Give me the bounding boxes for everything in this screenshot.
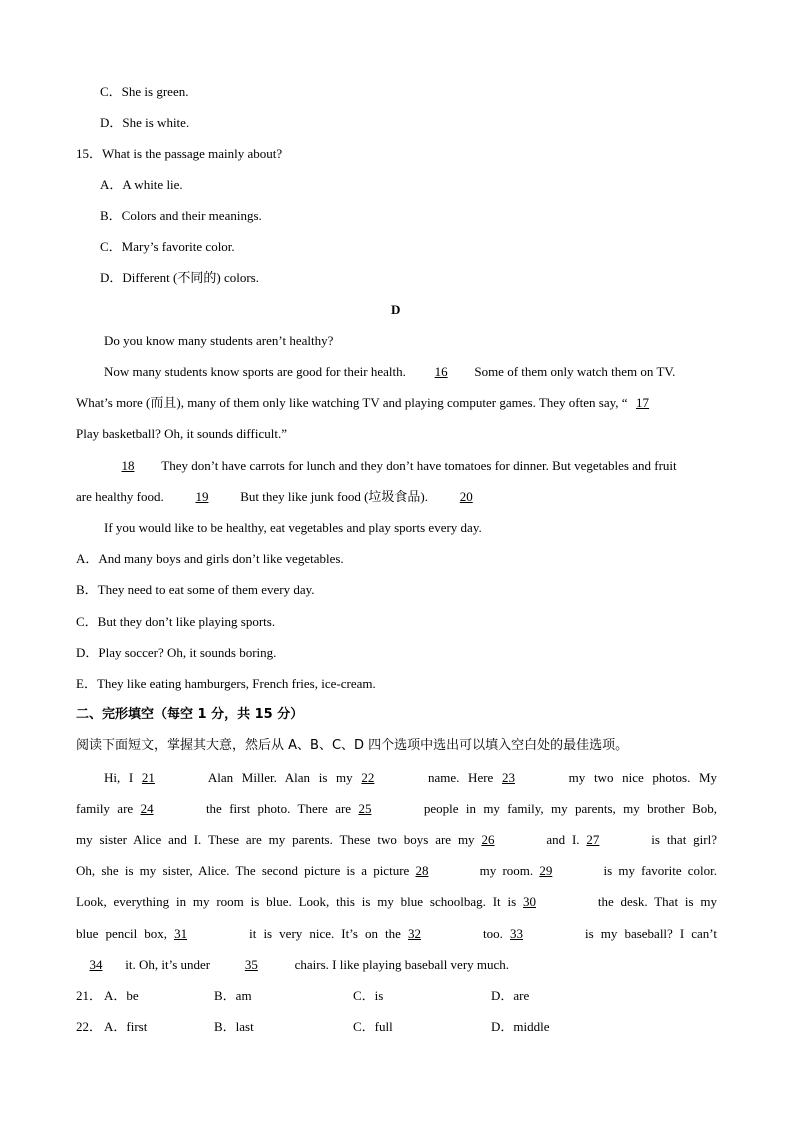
section-d-p1: Do you know many students aren’t healthy? [104,333,334,348]
cloze-text: the desk. That is my [597,894,718,909]
q15-option-a: A．A white lie. [100,177,183,192]
cloze-line-1 [104,770,717,786]
cloze-line-5 [76,894,717,910]
section-d-option-b: B．They need to eat some of them every day. [76,582,315,597]
cloze-line-7 [76,957,509,973]
q21-number: 21． [76,988,103,1003]
cloze-line-4 [76,863,717,879]
cloze-text: people in my family, my parents, my brother Bob, [423,801,717,816]
blank-28[interactable]: 28 [415,863,429,878]
blank-33[interactable]: 33 [509,926,523,941]
blank-17[interactable]: 17 [636,395,650,410]
blank-26[interactable]: 26 [481,832,495,847]
cloze-text: chairs. I like playing baseball very much. [294,957,510,972]
cloze-text: too. [483,926,503,941]
section-d-p2c: Play basketball? Oh, it sounds difficult.” [76,426,287,441]
blank-31[interactable]: 31 [174,926,188,941]
p3b-text: are healthy food. [76,489,164,504]
q14-option-c: C．She is green. [100,84,189,99]
section-d-option-e: E．They like eating hamburgers, French fries, ice-cream. [76,676,376,691]
cloze-text: my sister Alice and I. These are my parents. These two boys are my [76,832,475,847]
q14-option-d: D．She is white. [100,115,190,130]
q22-number: 22． [76,1019,103,1034]
cloze-text: it. Oh, it’s under [125,957,211,972]
cloze-text: is my favorite color. [603,863,718,878]
cloze-text: name. Here [428,770,494,785]
section-d-option-d: D．Play soccer? Oh, it sounds boring. [76,645,277,660]
p2a-text: Now many students know sports are good for their health. [104,364,406,379]
cloze-line-3 [76,832,717,848]
section-d-p2b [76,395,658,411]
blank-22[interactable]: 22 [361,770,375,785]
cloze-text: Hi, I [104,770,134,785]
cloze-text: my two nice photos. My [568,770,718,785]
q21-option-b[interactable]: B．am [214,988,252,1003]
q22-option-c[interactable]: C．full [353,1019,393,1034]
q21-option-a[interactable]: A．be [104,988,139,1003]
blank-16[interactable]: 16 [434,364,448,379]
p3b-mid: But they like junk food (垃圾食品). [240,489,428,504]
cloze-text: blue pencil box, [76,926,168,941]
blank-24[interactable]: 24 [140,801,154,816]
section-d-p3a [104,458,677,474]
blank-29[interactable]: 29 [539,863,553,878]
cloze-text: Oh, she is my sister, Alice. The second picture is a picture [76,863,410,878]
blank-19[interactable]: 19 [195,489,209,504]
blank-27[interactable]: 27 [586,832,600,847]
cloze-text: family are [76,801,134,816]
section-d-p2a [104,364,675,380]
section-d-p4: If you would like to be healthy, eat vegetables and play sports every day. [104,520,482,535]
q22-option-b[interactable]: B．last [214,1019,254,1034]
q21-option-c[interactable]: C．is [353,988,384,1003]
cloze-line-2 [76,801,717,817]
section-2-title: 二、完形填空（每空 1 分，共 15 分） [76,707,304,722]
blank-34[interactable]: 34 [89,957,103,972]
blank-25[interactable]: 25 [358,801,372,816]
q22-option-a[interactable]: A．first [104,1019,148,1034]
cloze-text: is my baseball? I can’t [585,926,718,941]
q22-option-d[interactable]: D．middle [491,1019,550,1034]
q15-stem: 15．What is the passage mainly about? [76,146,283,161]
cloze-text: my room. [479,863,534,878]
cloze-text: Look, everything in my room is blue. Look, this is my blue schoolbag. It is [76,894,517,909]
q21-option-d[interactable]: D．are [491,988,530,1003]
blank-18[interactable]: 18 [121,458,135,473]
blank-30[interactable]: 30 [523,894,536,909]
q15-option-b: B．Colors and their meanings. [100,208,262,223]
q15-option-d: D．Different (不同的) colors. [100,270,259,285]
section-d-heading: D [391,302,401,317]
q15-option-c: C．Mary’s favorite color. [100,239,235,254]
p2b-text: What’s more (而且), many of them only like watching TV and playing computer games. They often say, “ [76,395,628,410]
blank-20[interactable]: 20 [459,489,473,504]
p3a-text: They don’t have carrots for lunch and they don’t have tomatoes for dinner. But vegetables and fruit [161,458,677,473]
section-d-option-a: A．And many boys and girls don’t like vegetables. [76,551,344,566]
blank-23[interactable]: 23 [502,770,515,785]
section-d-option-c: C．But they don’t like playing sports. [76,614,276,629]
p2a-tail: Some of them only watch them on TV. [474,364,676,379]
blank-21[interactable]: 21 [141,770,155,785]
section-d-p3b [76,489,495,505]
cloze-text: is that girl? [651,832,718,847]
blank-35[interactable]: 35 [244,957,258,972]
cloze-text: the first photo. There are [205,801,352,816]
cloze-text: it is very nice. It’s on the [249,926,401,941]
section-2-instruction: 阅读下面短文，掌握其大意，然后从 A、B、C、D 四个选项中选出可以填入空白处的最佳选项。 [76,738,629,753]
cloze-text: and I. [546,832,580,847]
cloze-text: Alan Miller. Alan is my [207,770,353,785]
cloze-line-6 [76,926,717,942]
blank-32[interactable]: 32 [407,926,421,941]
